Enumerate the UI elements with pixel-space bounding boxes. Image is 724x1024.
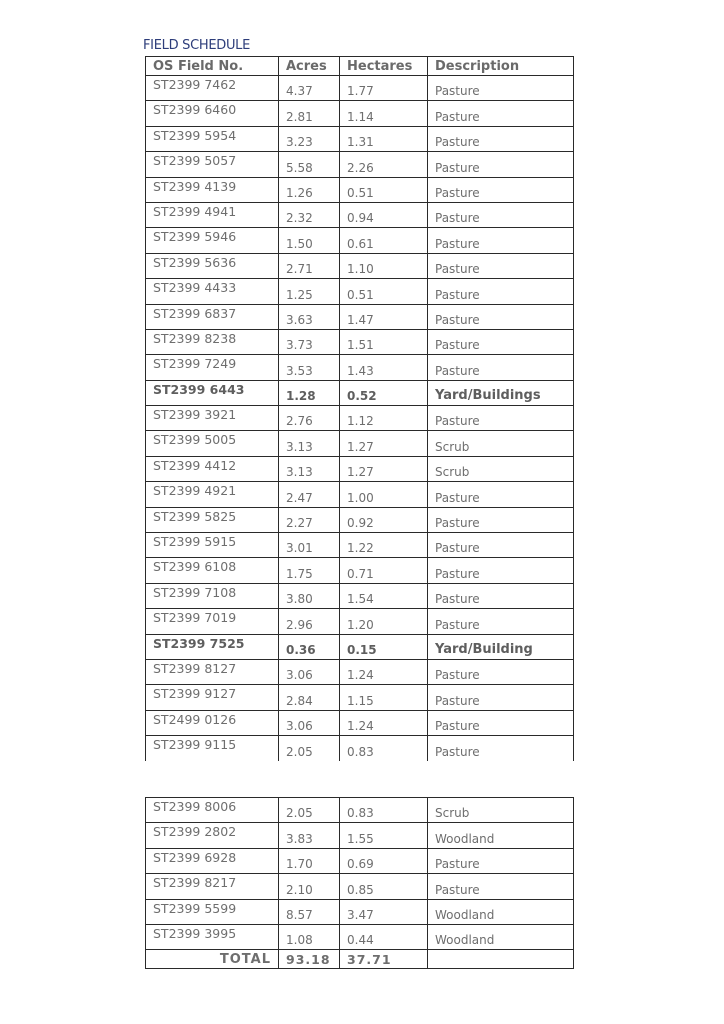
acres-cell: 2.47 [279,482,340,507]
acres-cell: 8.57 [279,899,340,924]
table-row [146,101,574,126]
table-row [146,152,574,177]
table-row [146,304,574,329]
field-no-cell: ST2399 4139 [146,177,279,202]
hectares-cell: 0.15 [340,634,428,659]
hectares-cell: 1.27 [340,456,428,481]
acres-cell: 2.10 [279,874,340,899]
acres-cell: 3.53 [279,355,340,380]
description-cell: Woodland [428,823,574,848]
table-row [146,609,574,634]
table-row [146,848,574,873]
table-row [146,76,574,101]
hectares-cell: 0.52 [340,380,428,405]
field-no-cell: ST2399 5946 [146,228,279,253]
field-no-cell: ST2399 7462 [146,76,279,101]
hectares-cell: 1.20 [340,609,428,634]
table-row [146,507,574,532]
description-cell: Pasture [428,874,574,899]
hectares-cell: 1.12 [340,406,428,431]
table-row [146,431,574,456]
table-row [146,177,574,202]
field-no-cell: ST2399 5057 [146,152,279,177]
total-acres: 93.18 [279,950,340,969]
acres-cell: 4.37 [279,76,340,101]
field-no-cell: ST2399 5636 [146,253,279,278]
hectares-cell: 0.44 [340,924,428,949]
field-no-cell: ST2399 7525 [146,634,279,659]
hectares-cell: 1.22 [340,533,428,558]
field-schedule-table-continued [145,797,574,969]
table-row [146,456,574,481]
table-row [146,253,574,278]
field-no-cell: ST2399 9115 [146,736,279,761]
table-row [146,202,574,227]
hectares-cell: 0.71 [340,558,428,583]
description-cell: Pasture [428,355,574,380]
description-cell: Pasture [428,406,574,431]
field-no-cell: ST2399 6460 [146,101,279,126]
table-row [146,126,574,151]
hectares-cell: 0.51 [340,177,428,202]
hectares-cell: 1.15 [340,685,428,710]
field-no-cell: ST2399 5954 [146,126,279,151]
field-no-cell: ST2399 5915 [146,533,279,558]
acres-cell: 3.13 [279,456,340,481]
acres-cell: 3.73 [279,329,340,354]
description-cell: Pasture [428,685,574,710]
column-header-acres: Acres [279,57,340,76]
hectares-cell: 1.47 [340,304,428,329]
table-row [146,874,574,899]
hectares-cell: 1.43 [340,355,428,380]
description-cell: Yard/Building [428,634,574,659]
acres-cell: 1.50 [279,228,340,253]
hectares-cell: 1.24 [340,710,428,735]
hectares-cell: 0.69 [340,848,428,873]
hectares-cell: 0.85 [340,874,428,899]
field-no-cell: ST2399 7108 [146,583,279,608]
table-row [146,533,574,558]
field-no-cell: ST2399 9127 [146,685,279,710]
description-cell: Pasture [428,304,574,329]
field-no-cell: ST2399 3995 [146,924,279,949]
description-cell: Pasture [428,609,574,634]
acres-cell: 1.75 [279,558,340,583]
acres-cell: 2.84 [279,685,340,710]
hectares-cell: 1.00 [340,482,428,507]
table-row [146,329,574,354]
acres-cell: 3.63 [279,304,340,329]
description-cell: Pasture [428,558,574,583]
hectares-cell: 1.10 [340,253,428,278]
field-no-cell: ST2399 5005 [146,431,279,456]
acres-cell: 2.05 [279,798,340,823]
table-row [146,228,574,253]
total-hectares: 37.71 [340,950,428,969]
field-no-cell: ST2399 8006 [146,798,279,823]
description-cell: Pasture [428,533,574,558]
description-cell: Scrub [428,798,574,823]
hectares-cell: 1.27 [340,431,428,456]
field-no-cell: ST2399 6108 [146,558,279,583]
table-row [146,899,574,924]
table-body-part1 [146,76,574,762]
field-no-cell: ST2399 7249 [146,355,279,380]
field-no-cell: ST2399 2802 [146,823,279,848]
field-no-cell: ST2399 5599 [146,899,279,924]
table-row [146,406,574,431]
description-cell: Woodland [428,899,574,924]
field-no-cell: ST2399 8127 [146,659,279,684]
total-label: TOTAL [146,950,279,969]
hectares-cell: 0.61 [340,228,428,253]
hectares-cell: 0.83 [340,798,428,823]
table-row [146,736,574,761]
acres-cell: 3.80 [279,583,340,608]
field-no-cell: ST2399 4412 [146,456,279,481]
acres-cell: 1.28 [279,380,340,405]
description-cell: Pasture [428,329,574,354]
description-cell: Scrub [428,431,574,456]
acres-cell: 2.27 [279,507,340,532]
hectares-cell: 1.54 [340,583,428,608]
hectares-cell: 0.83 [340,736,428,761]
acres-cell: 2.32 [279,202,340,227]
field-no-cell: ST2399 4941 [146,202,279,227]
acres-cell: 2.81 [279,101,340,126]
table-row [146,583,574,608]
description-cell: Pasture [428,76,574,101]
field-no-cell: ST2399 6443 [146,380,279,405]
field-no-cell: ST2399 7019 [146,609,279,634]
field-schedule-table [145,56,574,761]
field-no-cell: ST2499 0126 [146,710,279,735]
table-row [146,924,574,949]
description-cell: Pasture [428,710,574,735]
description-cell: Scrub [428,456,574,481]
total-description [428,950,574,969]
field-no-cell: ST2399 4921 [146,482,279,507]
description-cell: Pasture [428,583,574,608]
table-row [146,380,574,405]
acres-cell: 2.05 [279,736,340,761]
table-row [146,823,574,848]
field-no-cell: ST2399 6837 [146,304,279,329]
description-cell: Pasture [428,659,574,684]
acres-cell: 5.58 [279,152,340,177]
table-row [146,482,574,507]
acres-cell: 2.71 [279,253,340,278]
description-cell: Pasture [428,279,574,304]
description-cell: Pasture [428,126,574,151]
description-cell: Pasture [428,482,574,507]
description-cell: Pasture [428,253,574,278]
acres-cell: 1.25 [279,279,340,304]
field-no-cell: ST2399 6928 [146,848,279,873]
description-cell: Pasture [428,101,574,126]
description-cell: Pasture [428,228,574,253]
total-row [146,950,574,969]
description-cell: Woodland [428,924,574,949]
acres-cell: 3.06 [279,710,340,735]
hectares-cell: 1.77 [340,76,428,101]
column-header-field-no: OS Field No. [146,57,279,76]
table-row [146,558,574,583]
table-row [146,634,574,659]
hectares-cell: 1.14 [340,101,428,126]
table-row [146,659,574,684]
hectares-cell: 3.47 [340,899,428,924]
table-body-part2 [146,798,574,950]
acres-cell: 3.01 [279,533,340,558]
field-no-cell: ST2399 8217 [146,874,279,899]
description-cell: Pasture [428,177,574,202]
column-header-description: Description [428,57,574,76]
field-no-cell: ST2399 5825 [146,507,279,532]
acres-cell: 3.13 [279,431,340,456]
acres-cell: 1.70 [279,848,340,873]
description-cell: Pasture [428,736,574,761]
hectares-cell: 1.55 [340,823,428,848]
acres-cell: 3.83 [279,823,340,848]
table-header-row [146,57,574,76]
field-no-cell: ST2399 4433 [146,279,279,304]
table-row [146,710,574,735]
description-cell: Pasture [428,202,574,227]
acres-cell: 0.36 [279,634,340,659]
acres-cell: 2.76 [279,406,340,431]
acres-cell: 1.26 [279,177,340,202]
hectares-cell: 0.94 [340,202,428,227]
hectares-cell: 1.31 [340,126,428,151]
acres-cell: 3.06 [279,659,340,684]
table-row [146,355,574,380]
table-row [146,798,574,823]
field-no-cell: ST2399 3921 [146,406,279,431]
table-row [146,279,574,304]
field-no-cell: ST2399 8238 [146,329,279,354]
hectares-cell: 0.51 [340,279,428,304]
hectares-cell: 0.92 [340,507,428,532]
description-cell: Pasture [428,848,574,873]
hectares-cell: 1.51 [340,329,428,354]
page-title: FIELD SCHEDULE [143,38,251,53]
column-header-hectares: Hectares [340,57,428,76]
table-row [146,685,574,710]
hectares-cell: 2.26 [340,152,428,177]
description-cell: Pasture [428,152,574,177]
acres-cell: 2.96 [279,609,340,634]
hectares-cell: 1.24 [340,659,428,684]
acres-cell: 1.08 [279,924,340,949]
description-cell: Pasture [428,507,574,532]
description-cell: Yard/Buildings [428,380,574,405]
acres-cell: 3.23 [279,126,340,151]
